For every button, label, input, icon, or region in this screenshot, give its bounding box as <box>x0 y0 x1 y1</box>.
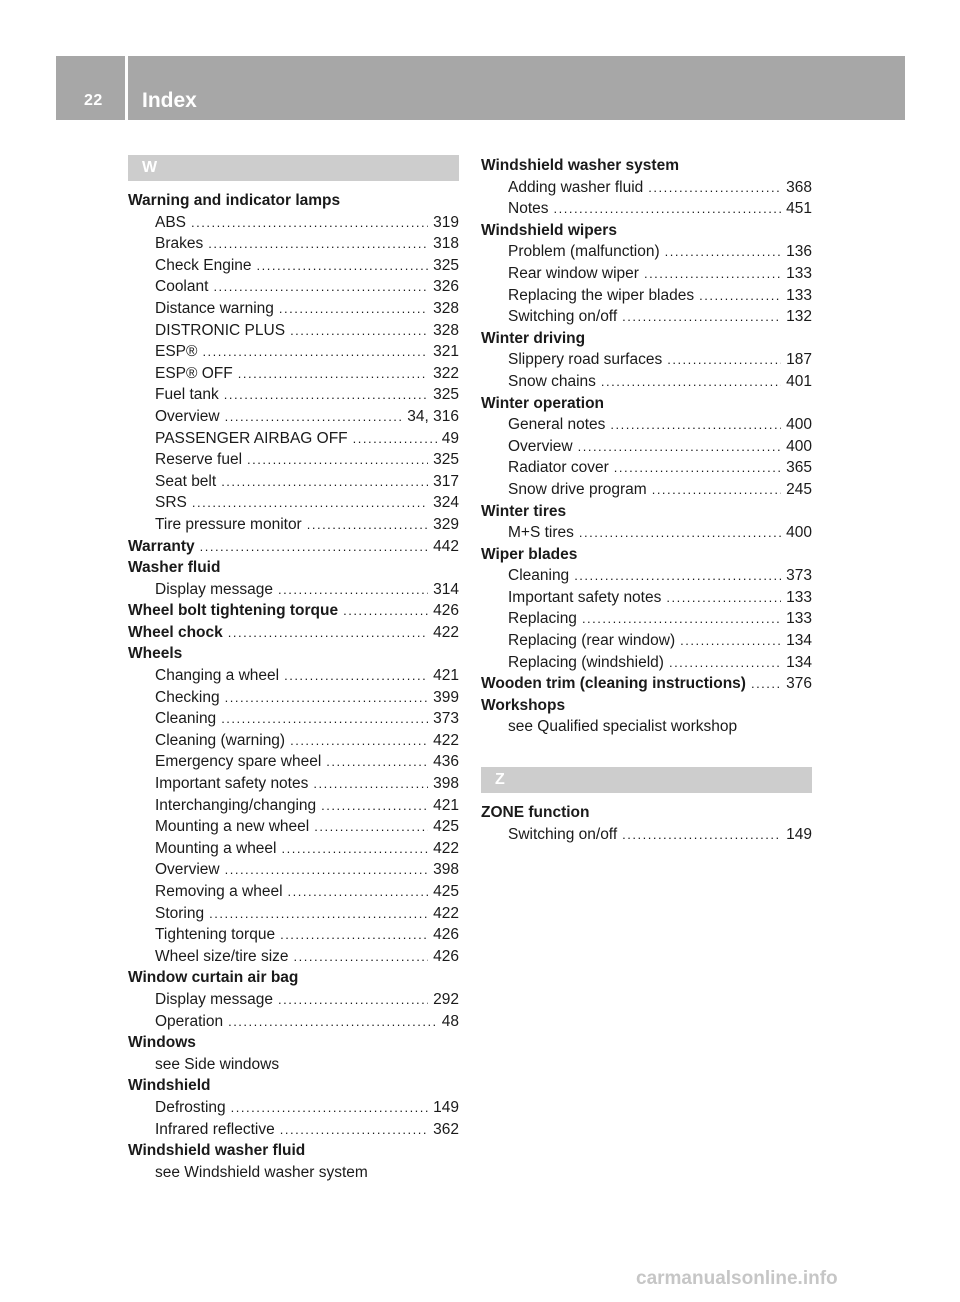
entry-label: PASSENGER AIRBAG OFF <box>155 429 348 447</box>
dot-leader <box>326 751 428 773</box>
entry-label: Replacing the wiper blades <box>508 286 695 304</box>
entry-label: see Qualified specialist workshop <box>508 718 738 736</box>
dot-leader <box>321 795 428 817</box>
page-title: Index <box>142 89 197 112</box>
entry-page-number: 421 <box>433 796 459 814</box>
entry-label: Important safety notes <box>508 588 662 606</box>
entry-page-number: 314 <box>433 580 459 598</box>
index-entry <box>128 557 459 579</box>
index-subentry <box>481 349 812 371</box>
dot-leader <box>225 406 403 428</box>
index-subentry <box>128 471 459 493</box>
dot-leader <box>307 514 428 536</box>
entry-page-number: 425 <box>433 883 459 900</box>
index-subentry <box>128 1162 459 1184</box>
entry-label: Snow drive program <box>508 480 647 498</box>
index-entry <box>481 544 812 566</box>
entry-label: ESP® OFF <box>155 364 233 382</box>
entry-page-number: 245 <box>786 480 812 498</box>
entry-label: Radiator cover <box>508 459 609 477</box>
dot-leader <box>669 652 781 674</box>
entry-label: Storing <box>155 904 205 922</box>
entry-page-number: 133 <box>786 286 812 304</box>
index-entry <box>481 393 812 415</box>
entry-page-number: 422 <box>433 731 459 749</box>
index-entry <box>128 622 459 644</box>
entry-label: Tire pressure monitor <box>155 515 302 533</box>
index-entry <box>481 802 812 824</box>
dot-leader <box>343 600 428 622</box>
entry-page-number: 321 <box>433 343 459 361</box>
entry-page-number: 426 <box>433 602 459 620</box>
entry-label: Switching on/off <box>508 308 618 326</box>
index-subentry <box>481 414 812 436</box>
dot-leader <box>353 428 437 450</box>
dot-leader <box>257 255 429 277</box>
index-subentry <box>128 492 459 514</box>
index-subentry <box>128 924 459 946</box>
entry-page-number: 134 <box>786 632 812 650</box>
dot-leader <box>279 298 428 320</box>
dot-leader <box>667 349 781 371</box>
header-divider <box>125 56 128 120</box>
entry-page-number: 426 <box>433 926 459 944</box>
dot-leader <box>666 587 781 609</box>
index-subentry <box>128 255 459 277</box>
dot-leader <box>278 989 428 1011</box>
index-column-left <box>128 155 459 1183</box>
entry-page-number: 421 <box>433 667 459 685</box>
index-entry <box>481 155 812 177</box>
entry-page-number: 318 <box>433 235 459 253</box>
index-subentry <box>128 428 459 450</box>
entry-page-number: 48 <box>441 1012 459 1030</box>
dot-leader <box>282 838 429 860</box>
dot-leader <box>191 212 428 234</box>
dot-leader <box>601 371 781 393</box>
dot-leader <box>665 241 782 263</box>
index-entry <box>128 600 459 622</box>
index-entry <box>481 501 812 523</box>
entry-label: Windshield washer fluid <box>128 1142 306 1160</box>
entry-label: Coolant <box>155 278 209 296</box>
entry-page-number: 422 <box>433 623 459 641</box>
entry-label: Defrosting <box>155 1098 226 1116</box>
dot-leader <box>313 773 428 795</box>
entry-page-number: 376 <box>786 675 812 693</box>
index-entry <box>481 220 812 242</box>
entry-label: Mounting a wheel <box>155 839 277 857</box>
entry-label: Rear window wiper <box>508 264 639 282</box>
entry-label: Switching on/off <box>508 825 618 843</box>
entry-label: Seat belt <box>155 472 217 490</box>
entry-page-number: 149 <box>433 1098 459 1116</box>
dot-leader <box>751 673 781 695</box>
index-subentry <box>128 384 459 406</box>
entry-page-number: 328 <box>433 321 459 339</box>
index-subentry <box>481 565 812 587</box>
index-subentry <box>128 665 459 687</box>
index-subentry <box>128 233 459 255</box>
dot-leader <box>228 1011 437 1033</box>
index-subentry <box>128 514 459 536</box>
entry-label: Operation <box>155 1012 224 1030</box>
dot-leader <box>288 881 429 903</box>
dot-leader <box>202 341 428 363</box>
index-subentry <box>128 795 459 817</box>
entry-label: see Windshield washer system <box>155 1163 368 1181</box>
entry-label: Emergency spare wheel <box>155 753 322 771</box>
index-subentry <box>128 773 459 795</box>
entry-label: Display message <box>155 580 274 598</box>
index-subentry <box>481 716 812 738</box>
dot-leader <box>652 479 781 501</box>
index-subentry <box>481 479 812 501</box>
dot-leader <box>192 492 428 514</box>
index-column-right <box>481 155 812 845</box>
entry-page-number: 425 <box>433 818 459 836</box>
entry-page-number: 422 <box>433 839 459 857</box>
index-subentry <box>128 859 459 881</box>
index-entry <box>128 643 459 665</box>
index-subentry <box>481 457 812 479</box>
page-number: 22 <box>84 92 103 109</box>
entry-label: Wooden trim (cleaning instructions) <box>481 675 746 693</box>
index-subentry <box>128 946 459 968</box>
entry-label: Notes <box>508 200 549 218</box>
entry-label: Infrared reflective <box>155 1120 275 1138</box>
entry-label: Problem (malfunction) <box>508 243 660 261</box>
index-subentry <box>481 652 812 674</box>
entry-page-number: 317 <box>433 472 459 490</box>
entry-label: SRS <box>155 494 187 512</box>
index-entry <box>481 328 812 350</box>
index-subentry <box>481 198 812 220</box>
entry-page-number: 436 <box>433 753 459 771</box>
index-subentry <box>128 708 459 730</box>
index-subentry <box>481 587 812 609</box>
dot-leader <box>280 924 428 946</box>
index-subentry <box>128 838 459 860</box>
entry-label: Overview <box>155 407 220 425</box>
index-subentry <box>128 989 459 1011</box>
entry-page-number: 400 <box>786 524 812 542</box>
entry-page-number: 136 <box>786 243 812 261</box>
index-subentry <box>481 824 812 846</box>
entry-label: Warranty <box>128 537 195 555</box>
entry-page-number: 132 <box>786 308 812 326</box>
entry-page-number: 426 <box>433 947 459 965</box>
entry-page-number: 133 <box>786 264 812 282</box>
entry-page-number: 398 <box>433 861 459 879</box>
entry-label: Workshops <box>481 696 566 714</box>
dot-leader <box>680 630 781 652</box>
dot-leader <box>221 471 428 493</box>
entry-page-number: 451 <box>786 200 812 218</box>
entry-label: Important safety notes <box>155 775 309 793</box>
index-entries-z <box>481 802 812 845</box>
dot-leader <box>278 579 428 601</box>
entry-label: Windshield wipers <box>481 221 617 239</box>
dot-leader <box>225 859 429 881</box>
dot-leader <box>648 177 781 199</box>
entry-label: Cleaning (warning) <box>155 731 286 749</box>
index-subentry <box>128 212 459 234</box>
entry-label: Cleaning <box>155 710 217 728</box>
entry-label: Changing a wheel <box>155 667 280 685</box>
dot-leader <box>221 708 428 730</box>
index-subentry <box>128 1011 459 1033</box>
index-entries-w-part1 <box>128 190 459 1183</box>
entry-label: Fuel tank <box>155 386 219 404</box>
entry-label: Brakes <box>155 235 204 253</box>
entry-page-number: 373 <box>786 567 812 585</box>
entry-page-number: 134 <box>786 653 812 671</box>
index-entry <box>481 673 812 695</box>
entry-page-number: 133 <box>786 610 812 628</box>
index-subentry <box>128 579 459 601</box>
dot-leader <box>622 824 781 846</box>
entry-label: Slippery road surfaces <box>508 351 663 369</box>
entry-page-number: 399 <box>433 688 459 706</box>
entry-page-number: 442 <box>433 537 459 555</box>
entry-page-number: 149 <box>786 825 812 843</box>
index-subentry <box>481 630 812 652</box>
entry-label: Replacing <box>508 610 577 628</box>
entry-page-number: 133 <box>786 588 812 606</box>
index-subentry <box>481 263 812 285</box>
index-subentry <box>128 406 459 428</box>
dot-leader <box>699 285 781 307</box>
entry-label: Overview <box>155 861 220 879</box>
index-subentry <box>481 241 812 263</box>
entry-label: Mounting a new wheel <box>155 818 310 836</box>
index-subentry <box>128 730 459 752</box>
dot-leader <box>614 457 781 479</box>
entry-page-number: 292 <box>433 990 459 1008</box>
dot-leader <box>554 198 782 220</box>
entry-page-number: 319 <box>433 213 459 231</box>
entry-label: Windshield <box>128 1077 211 1095</box>
index-entry <box>128 967 459 989</box>
index-entry <box>128 1140 459 1162</box>
entry-page-number: 362 <box>433 1120 459 1138</box>
entry-label: Snow chains <box>508 372 596 390</box>
entry-label: ESP® <box>155 343 198 361</box>
entry-label: ZONE function <box>481 804 590 822</box>
dot-leader <box>314 816 428 838</box>
index-subentry <box>481 608 812 630</box>
dot-leader <box>228 622 428 644</box>
dot-leader <box>224 384 428 406</box>
dot-leader <box>247 449 428 471</box>
index-subentry <box>481 436 812 458</box>
entry-label: Winter driving <box>481 329 586 347</box>
entry-label: Replacing (rear window) <box>508 632 676 650</box>
entry-label: Removing a wheel <box>155 883 283 900</box>
dot-leader <box>209 903 428 925</box>
index-subentry <box>128 751 459 773</box>
entry-page-number: 400 <box>786 416 812 434</box>
dot-leader <box>574 565 781 587</box>
entry-label: Interchanging/changing <box>155 796 317 814</box>
index-entry <box>128 536 459 558</box>
entry-label: Checking <box>155 688 220 706</box>
entry-page-number: 325 <box>433 451 459 469</box>
entry-label: Winter tires <box>481 502 567 520</box>
entry-label: Wheel chock <box>128 623 223 641</box>
dot-leader <box>622 306 781 328</box>
index-entry <box>128 1032 459 1054</box>
index-entry <box>128 1075 459 1097</box>
entry-label: Wheels <box>128 645 183 663</box>
index-subentry <box>128 341 459 363</box>
index-subentry <box>128 903 459 925</box>
entry-label: Display message <box>155 990 274 1008</box>
index-subentry <box>481 285 812 307</box>
entry-label: Wheel size/tire size <box>155 947 289 965</box>
entry-page-number: 322 <box>433 364 459 382</box>
index-subentry <box>481 306 812 328</box>
dot-leader <box>231 1097 428 1119</box>
index-subentry <box>128 1119 459 1141</box>
entry-page-number: 422 <box>433 904 459 922</box>
entry-label: Windows <box>128 1034 196 1052</box>
entry-label: Tightening torque <box>155 926 276 944</box>
dot-leader <box>200 536 429 558</box>
entry-label: Cleaning <box>508 567 570 585</box>
index-subentry <box>128 816 459 838</box>
entry-page-number: 326 <box>433 278 459 296</box>
index-subentry <box>128 449 459 471</box>
dot-leader <box>579 522 781 544</box>
index-subentry <box>128 1054 459 1076</box>
entry-page-number: 328 <box>433 299 459 317</box>
entry-page-number: 329 <box>433 515 459 533</box>
section-header-z: Z <box>481 767 812 793</box>
index-subentry <box>481 177 812 199</box>
entry-page-number: 324 <box>433 494 459 512</box>
entry-page-number: 49 <box>441 429 459 447</box>
entry-label: Adding washer fluid <box>508 178 644 196</box>
entry-label: DISTRONIC PLUS <box>155 321 286 339</box>
entry-label: Winter operation <box>481 394 605 412</box>
entry-label: see Side windows <box>155 1055 280 1073</box>
dot-leader <box>284 665 428 687</box>
entry-label: Overview <box>508 437 573 455</box>
entry-label: Window curtain air bag <box>128 969 299 987</box>
index-subentry <box>128 687 459 709</box>
entry-page-number: 325 <box>433 386 459 404</box>
dot-leader <box>290 730 428 752</box>
entry-label: Warning and indicator lamps <box>128 192 341 209</box>
index-subentry <box>481 522 812 544</box>
dot-leader <box>578 436 782 458</box>
entry-label: Washer fluid <box>128 559 221 577</box>
entry-page-number: 398 <box>433 775 459 793</box>
entry-page-number: 325 <box>433 256 459 274</box>
entry-page-number: 187 <box>786 351 812 369</box>
index-subentry <box>128 276 459 298</box>
dot-leader <box>294 946 429 968</box>
entry-page-number: 368 <box>786 178 812 196</box>
dot-leader <box>610 414 781 436</box>
dot-leader <box>225 687 429 709</box>
entry-page-number: 365 <box>786 459 812 477</box>
watermark: carmanualsonline.info <box>636 1268 838 1289</box>
entry-page-number: 373 <box>433 710 459 728</box>
entry-label: General notes <box>508 416 606 434</box>
entry-label: M+S tires <box>508 524 574 542</box>
dot-leader <box>644 263 781 285</box>
index-entries-w-part2 <box>481 155 812 738</box>
index-subentry <box>128 320 459 342</box>
entry-label: ABS <box>155 213 187 231</box>
dot-leader <box>213 276 428 298</box>
index-subentry <box>128 881 459 903</box>
index-subentry <box>128 1097 459 1119</box>
dot-leader <box>290 320 428 342</box>
entry-label: Check Engine <box>155 256 252 274</box>
dot-leader <box>280 1119 428 1141</box>
entry-page-number: 401 <box>786 372 812 390</box>
dot-leader <box>208 233 428 255</box>
entry-label: Reserve fuel <box>155 451 243 469</box>
index-subentry <box>128 298 459 320</box>
entry-label: Distance warning <box>155 299 274 317</box>
entry-label: Replacing (windshield) <box>508 653 664 671</box>
index-subentry <box>128 363 459 385</box>
dot-leader <box>582 608 781 630</box>
entry-page-number: 34, 316 <box>407 407 459 425</box>
index-subentry <box>481 371 812 393</box>
section-header-w: W <box>128 155 459 181</box>
index-entry <box>128 190 459 212</box>
entry-label: Wiper blades <box>481 545 578 563</box>
entry-page-number: 400 <box>786 437 812 455</box>
index-entry <box>481 695 812 717</box>
dot-leader <box>238 363 428 385</box>
entry-label: Windshield washer system <box>481 157 679 174</box>
entry-label: Wheel bolt tightening torque <box>128 602 339 620</box>
